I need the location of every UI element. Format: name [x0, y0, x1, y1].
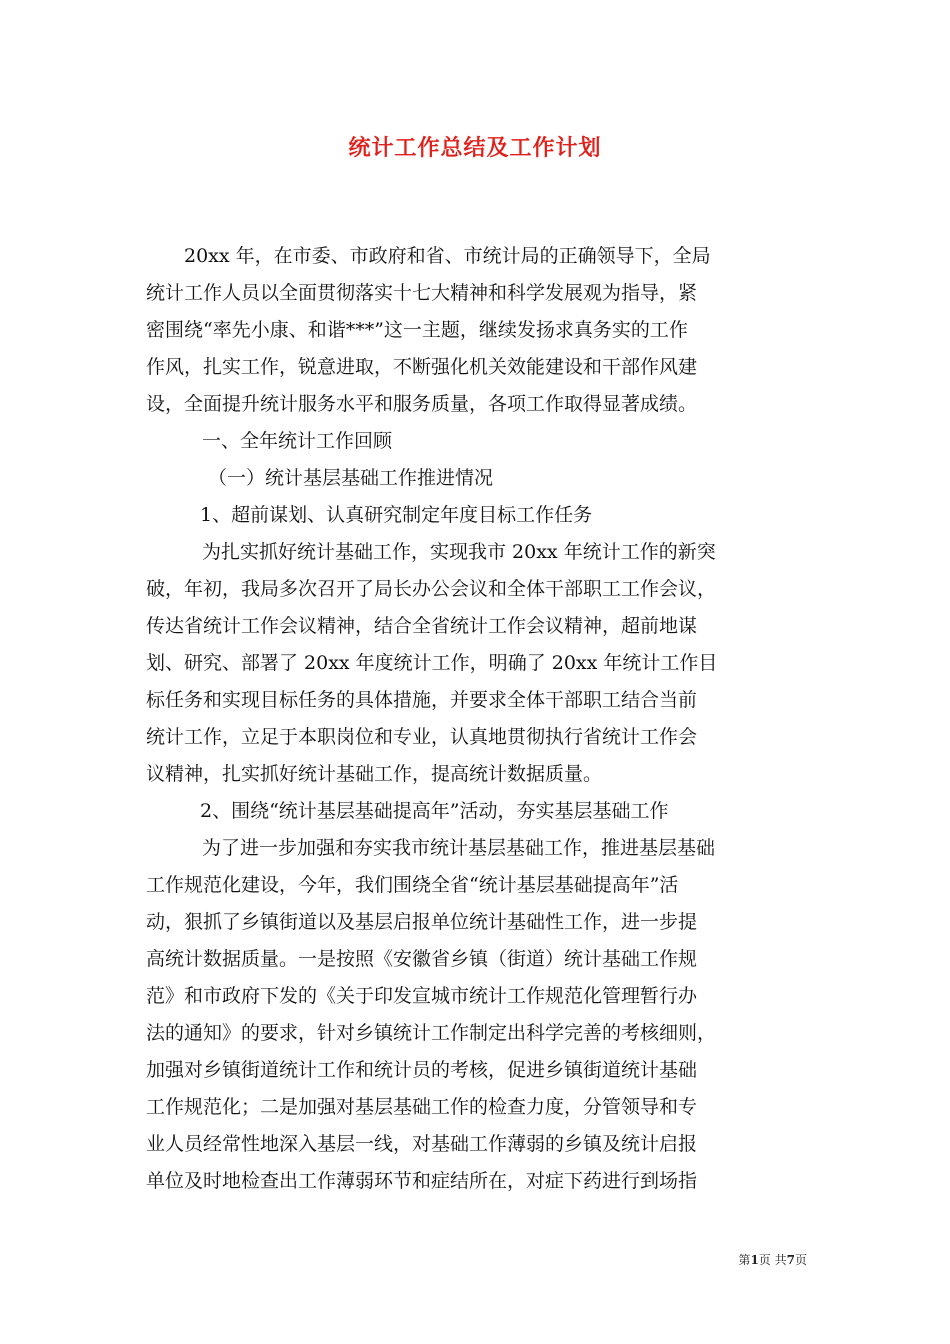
total-pages-number: 7	[786, 1253, 795, 1267]
paragraph-line: 范》和市政府下发的《关于印发宣城市统计工作规范化管理暂行办	[146, 985, 698, 1007]
paragraph-line: 作风，扎实工作，锐意进取，不断强化机关效能建设和干部作风建	[146, 356, 698, 378]
paragraph-line: 法的通知》的要求，针对乡镇统计工作制定出科学完善的考核细则，	[146, 1022, 717, 1044]
paragraph-line: 加强对乡镇街道统计工作和统计员的考核，促进乡镇街道统计基础	[146, 1059, 698, 1081]
paragraph-line: 为扎实抓好统计基础工作，实现我市 20xx 年统计工作的新突	[202, 541, 716, 563]
item-heading: 1、超前谋划、认真研究制定年度目标工作任务	[200, 504, 593, 526]
paragraph-line: 划、研究、部署了 20xx 年度统计工作，明确了 20xx 年统计工作目	[146, 652, 718, 674]
paragraph-line: 统计工作，立足于本职岗位和专业，认真地贯彻执行省统计工作会	[146, 726, 698, 748]
paragraph-line: 工作规范化；二是加强对基层基础工作的检查力度，分管领导和专	[146, 1096, 698, 1118]
page-footer	[738, 1251, 807, 1268]
paragraph-line: 议精神，扎实抓好统计基础工作，提高统计数据质量。	[146, 763, 603, 785]
paragraph-line: 工作规范化建设，今年，我们围绕全省“统计基层基础提高年”活	[146, 874, 679, 896]
paragraph-line: 动，狠抓了乡镇街道以及基层启报单位统计基础性工作，进一步提	[146, 911, 698, 933]
footer-prefix: 第	[738, 1253, 751, 1267]
document-body	[146, 238, 808, 1200]
paragraph-line: 统计工作人员以全面贯彻落实十七大精神和科学发展观为指导，紧	[146, 282, 698, 304]
paragraph-line: 破，年初，我局多次召开了局长办公会议和全体干部职工工作会议，	[146, 578, 717, 600]
paragraph-line: 20xx 年，在市委、市政府和省、市统计局的正确领导下，全局	[184, 245, 711, 267]
subsection-heading: （一）统计基层基础工作推进情况	[208, 467, 494, 489]
item-heading: 2、围绕“统计基层基础提高年”活动，夯实基层基础工作	[200, 800, 669, 822]
paragraph-line: 为了进一步加强和夯实我市统计基层基础工作，推进基层基础	[202, 837, 716, 859]
paragraph-line: 传达省统计工作会议精神，结合全省统计工作会议精神，超前地谋	[146, 615, 698, 637]
footer-middle: 页 共	[758, 1253, 787, 1267]
section-heading: 一、全年统计工作回顾	[202, 430, 393, 452]
paragraph-line: 设，全面提升统计服务水平和服务质量，各项工作取得显著成绩。	[146, 393, 698, 415]
footer-suffix: 页	[794, 1253, 807, 1267]
paragraph-line: 标任务和实现目标任务的具体措施，并要求全体干部职工结合当前	[146, 689, 698, 711]
paragraph-line: 业人员经常性地深入基层一线，对基础工作薄弱的乡镇及统计启报	[146, 1133, 698, 1155]
document-title: 统计工作总结及工作计划	[348, 135, 602, 161]
paragraph-line: 单位及时地检查出工作薄弱环节和症结所在，对症下药进行到场指	[146, 1170, 698, 1192]
current-page-number: 1	[750, 1253, 759, 1267]
paragraph-line: 高统计数据质量。一是按照《安徽省乡镇（街道）统计基础工作规	[146, 948, 698, 970]
paragraph-line: 密围绕“率先小康、和谐***”这一主题，继续发扬求真务实的工作	[146, 319, 688, 341]
